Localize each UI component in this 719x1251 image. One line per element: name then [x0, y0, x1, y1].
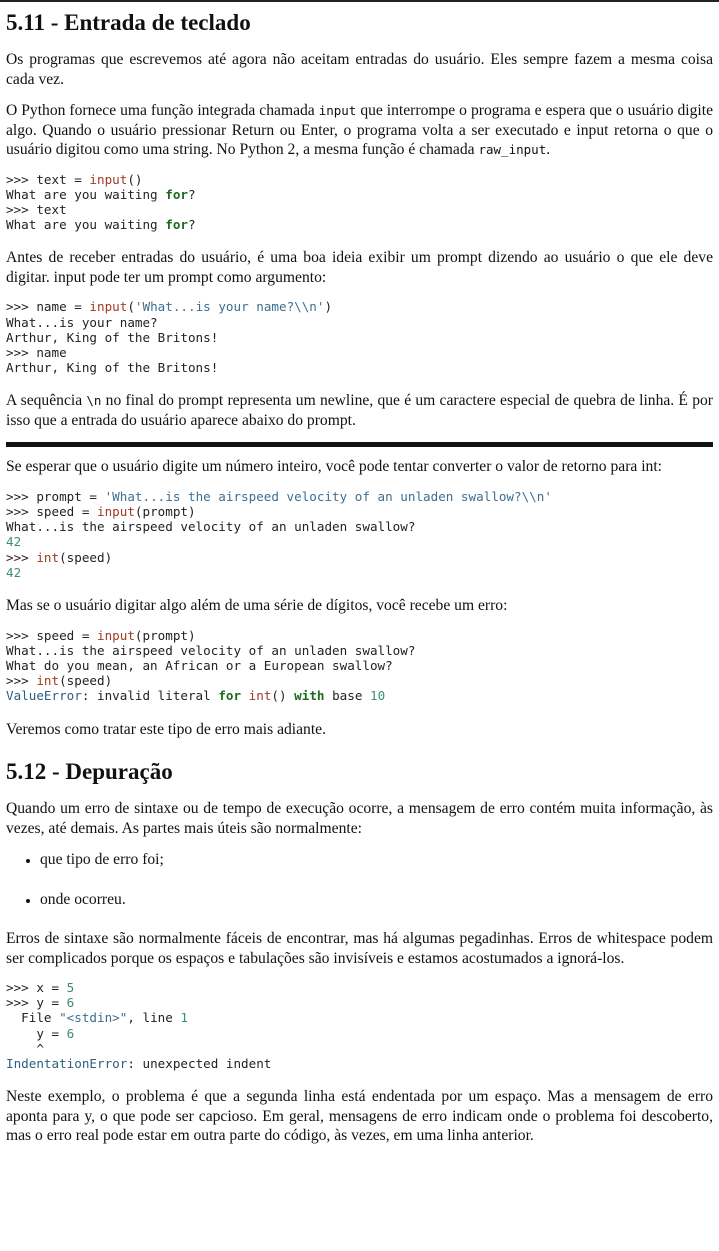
paragraph: Veremos como tratar este tipo de erro mais adiante.: [6, 720, 326, 738]
inline-code: input: [318, 103, 357, 118]
paragraph: Erros de sintaxe são normalmente fáceis de encontrar, mas há algumas pegadinhas. Erros de whitespace podem ser complicados porque os espaços e tabulações são invisíveis e estamos acostumados a ignorá-los.: [6, 930, 713, 967]
inline-code: raw_input: [478, 142, 547, 157]
code-block: >>> speed = input(prompt) What...is the airspeed velocity of an unladen swallow? What do you mean, an African or a European swallow? >>> int(speed) ValueError: invalid literal for int() with base 10: [6, 627, 416, 704]
section-divider: [6, 442, 713, 447]
code-block: >>> name = input('What...is your name?\\n') What...is your name? Arthur, King of the Britons! >>> name Arthur, King of the Britons!: [6, 299, 333, 376]
paragraph: Antes de receber entradas do usuário, é uma boa ideia exibir um prompt dizendo ao usuário o que ele deve digitar. input pode ter um prompt como argumento:: [6, 249, 713, 286]
list-item: • onde ocorreu.: [40, 890, 713, 910]
top-rule: [0, 0, 719, 2]
section-title-input: 5.11 - Entrada de teclado: [6, 10, 251, 35]
page-content: [0, 10, 719, 1146]
section-title-debugging: 5.12 - Depuração: [6, 759, 173, 785]
paragraph: O Python fornece uma função integrada chamada input que interrompe o programa e espera que o usuário digite algo. Quando o usuário pressionar Return ou Enter, o programa volta a ser executado e input retorna o que o usuário digitou como uma string. No Python 2, a mesma função é chamada raw_input.: [6, 102, 714, 158]
paragraph: Quando um erro de sintaxe ou de tempo de execução ocorre, a mensagem de erro contém muita informação, às vezes, até demais. As partes mais úteis são normalmente:: [6, 800, 713, 837]
inline-code: \n: [86, 393, 102, 409]
list-item: • que tipo de erro foi;: [40, 850, 713, 870]
bullet-list: [6, 850, 713, 909]
paragraph: Neste exemplo, o problema é que a segunda linha está endentada por um espaço. Mas a mensagem de erro aponta para y, o que pode ser capcioso. Em geral, mensagens de erro indicam onde o problema foi descoberto, mas o erro real pode estar em outra parte do código, às vezes, em uma linha anterior.: [6, 1088, 713, 1145]
paragraph: Os programas que escrevemos até agora não aceitam entradas do usuário. Eles sempre fazem a mesma coisa cada vez.: [6, 51, 713, 88]
code-block: >>> text = input() What are you waiting for? >>> text What are you waiting for?: [6, 171, 196, 233]
paragraph: A sequência \n no final do prompt representa um newline, que é um caractere especial de quebra de linha. É por isso que a entrada do usuário aparece abaixo do prompt.: [6, 392, 713, 429]
code-block: >>> x = 5 >>> y = 6 File "<stdin>", line 1 y = 6 ^ IndentationError: unexpected indent: [6, 980, 272, 1072]
paragraph: Mas se o usuário digitar algo além de uma série de dígitos, você recebe um erro:: [6, 597, 508, 615]
paragraph: Se esperar que o usuário digite um número inteiro, você pode tentar converter o valor de retorno para int:: [6, 458, 663, 476]
code-block: >>> prompt = 'What...is the airspeed velocity of an unladen swallow?\\n' >>> speed = input(prompt) What...is the airspeed velocity of an unladen swallow? 42 >>> int(speed) 42: [6, 488, 552, 580]
